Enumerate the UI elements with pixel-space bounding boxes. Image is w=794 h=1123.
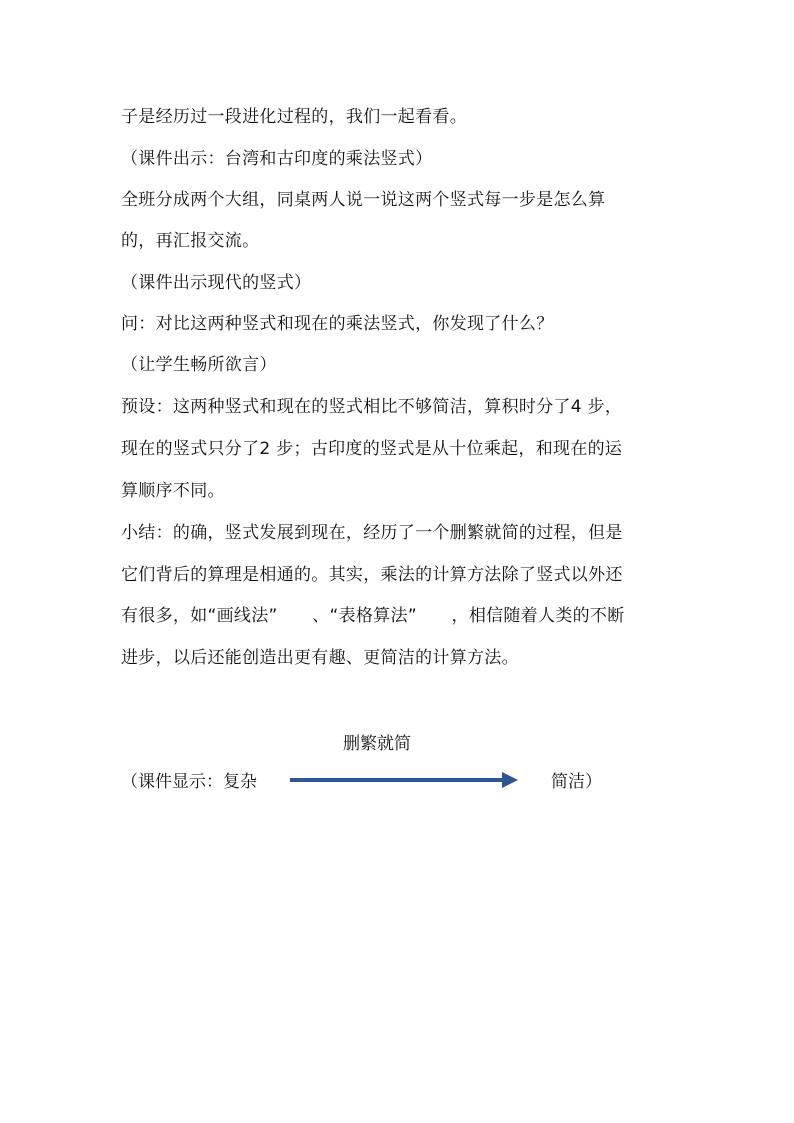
- paragraph-line-1: 子是经历过一段进化过程的，我们一起看看。: [121, 107, 467, 127]
- paragraph-line-10: 算顺序不同。: [121, 481, 225, 501]
- paragraph-line-6: 问：对比这两种竖式和现在的乘法竖式，你发现了什么？: [121, 314, 554, 334]
- paragraph-line-12: 它们背后的算理是相通的。其实，乘法的计算方法除了竖式以外还: [121, 565, 623, 585]
- paragraph-line-5: （课件出示现代的竖式）: [121, 273, 312, 293]
- paragraph-line-8: 预设：这两种竖式和现在的竖式相比不够简洁，算积时分了4 步，: [121, 397, 623, 417]
- diagram-top-label: 删繁就简: [343, 734, 411, 754]
- diagram-left-text: （课件显示：复杂: [121, 772, 257, 792]
- paragraph-line-11: 小结：的确，竖式发展到现在，经历了一个删繁就简的过程，但是: [121, 523, 623, 543]
- diagram-right-text: 简洁）: [551, 772, 602, 792]
- paragraph-line-14: 进步，以后还能创造出更有趣、更简洁的计算方法。: [121, 648, 519, 668]
- direction-arrow-icon: [290, 770, 520, 790]
- arrow-head: [502, 772, 518, 788]
- paragraph-line-13: 有很多，如“画线法” 、“表格算法” ，相信随着人类的不断: [121, 606, 625, 626]
- paragraph-line-3: 全班分成两个大组，同桌两人说一说这两个竖式每一步是怎么算: [121, 190, 606, 210]
- paragraph-line-9: 现在的竖式只分了2 步；古印度的竖式是从十位乘起，和现在的运: [121, 439, 623, 459]
- paragraph-line-7: （让学生畅所欲言）: [121, 355, 277, 375]
- paragraph-line-2: （课件出示：台湾和古印度的乘法竖式）: [121, 149, 433, 169]
- paragraph-line-4: 的，再汇报交流。: [121, 231, 260, 251]
